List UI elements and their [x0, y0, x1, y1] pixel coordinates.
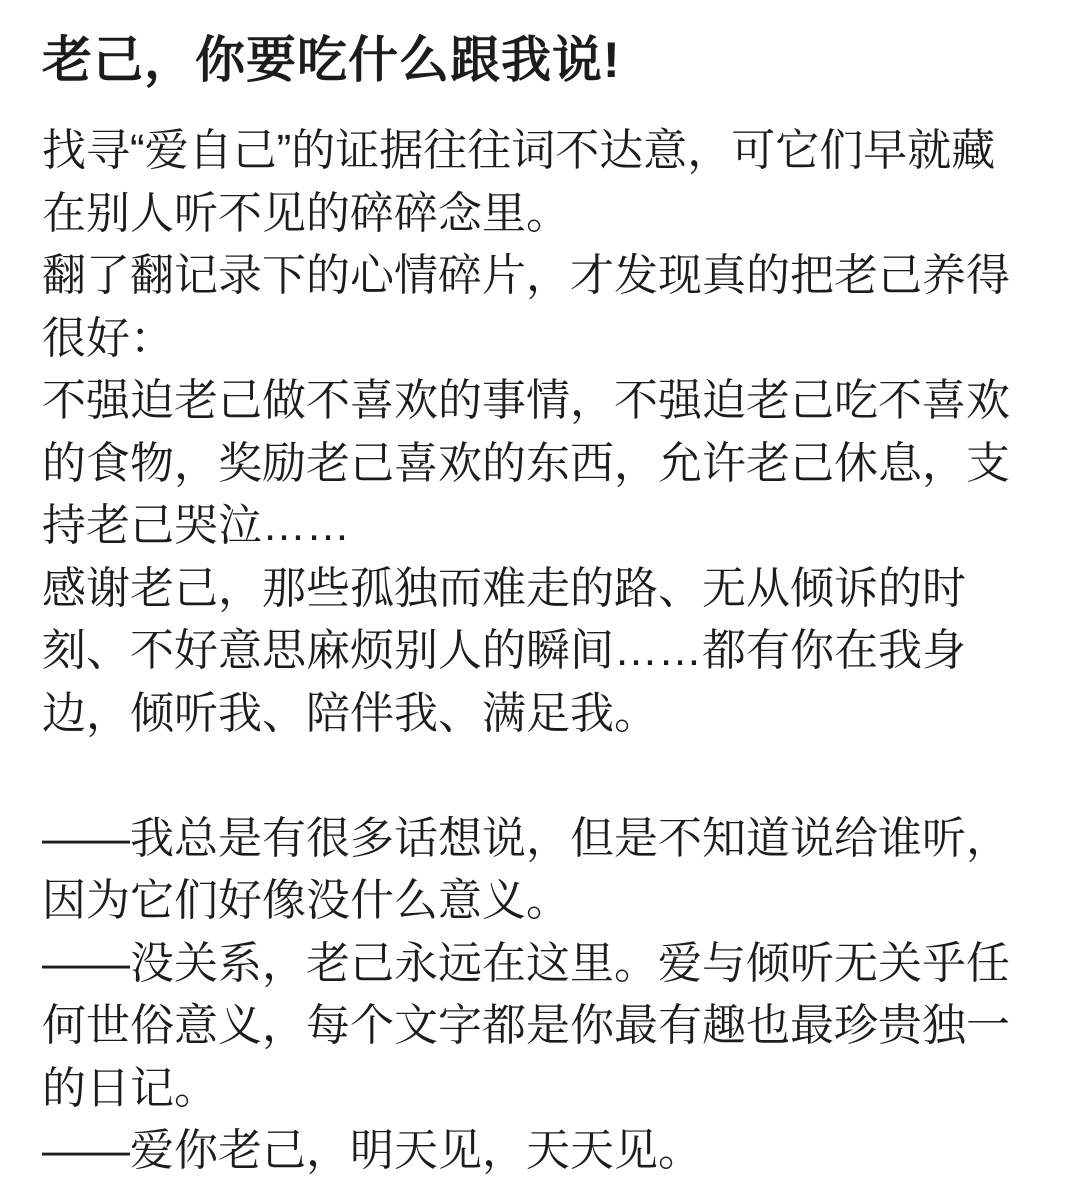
paragraph-dialogue-1: ——我总是有很多话想说，但是不知道说给谁听，因为它们好像没什么意义。 — [42, 813, 1010, 925]
paragraph-dialogue-2: ——没关系，老己永远在这里。爱与倾听无关乎任何世俗意义，每个文字都是你最有趣也最珍贵独一的日记。 — [42, 938, 1010, 1113]
paragraph-intro-2: 翻了翻记录下的心情碎片，才发现真的把老己养得很好： — [42, 251, 1010, 363]
paragraph-gratitude: 感谢老己，那些孤独而难走的路、无从倾诉的时刻、不好意思麻烦别人的瞬间……都有你在我身边，倾听我、陪伴我、满足我。 — [42, 563, 966, 738]
paragraph-care-list: 不强迫老己做不喜欢的事情，不强迫老己吃不喜欢的食物，奖励老己喜欢的东西，允许老己休息，支持老己哭泣…… — [42, 376, 1010, 550]
article-title: 老己，你要吃什么跟我说! — [42, 32, 621, 88]
paragraph-spacer — [42, 745, 1038, 808]
paragraph-intro-1: 找寻“爱自己”的证据往往词不达意，可它们早就藏在别人听不见的碎碎念里。 — [42, 126, 996, 238]
paragraph-dialogue-3: ——爱你老己，明天见，天天见。 — [42, 1126, 702, 1175]
